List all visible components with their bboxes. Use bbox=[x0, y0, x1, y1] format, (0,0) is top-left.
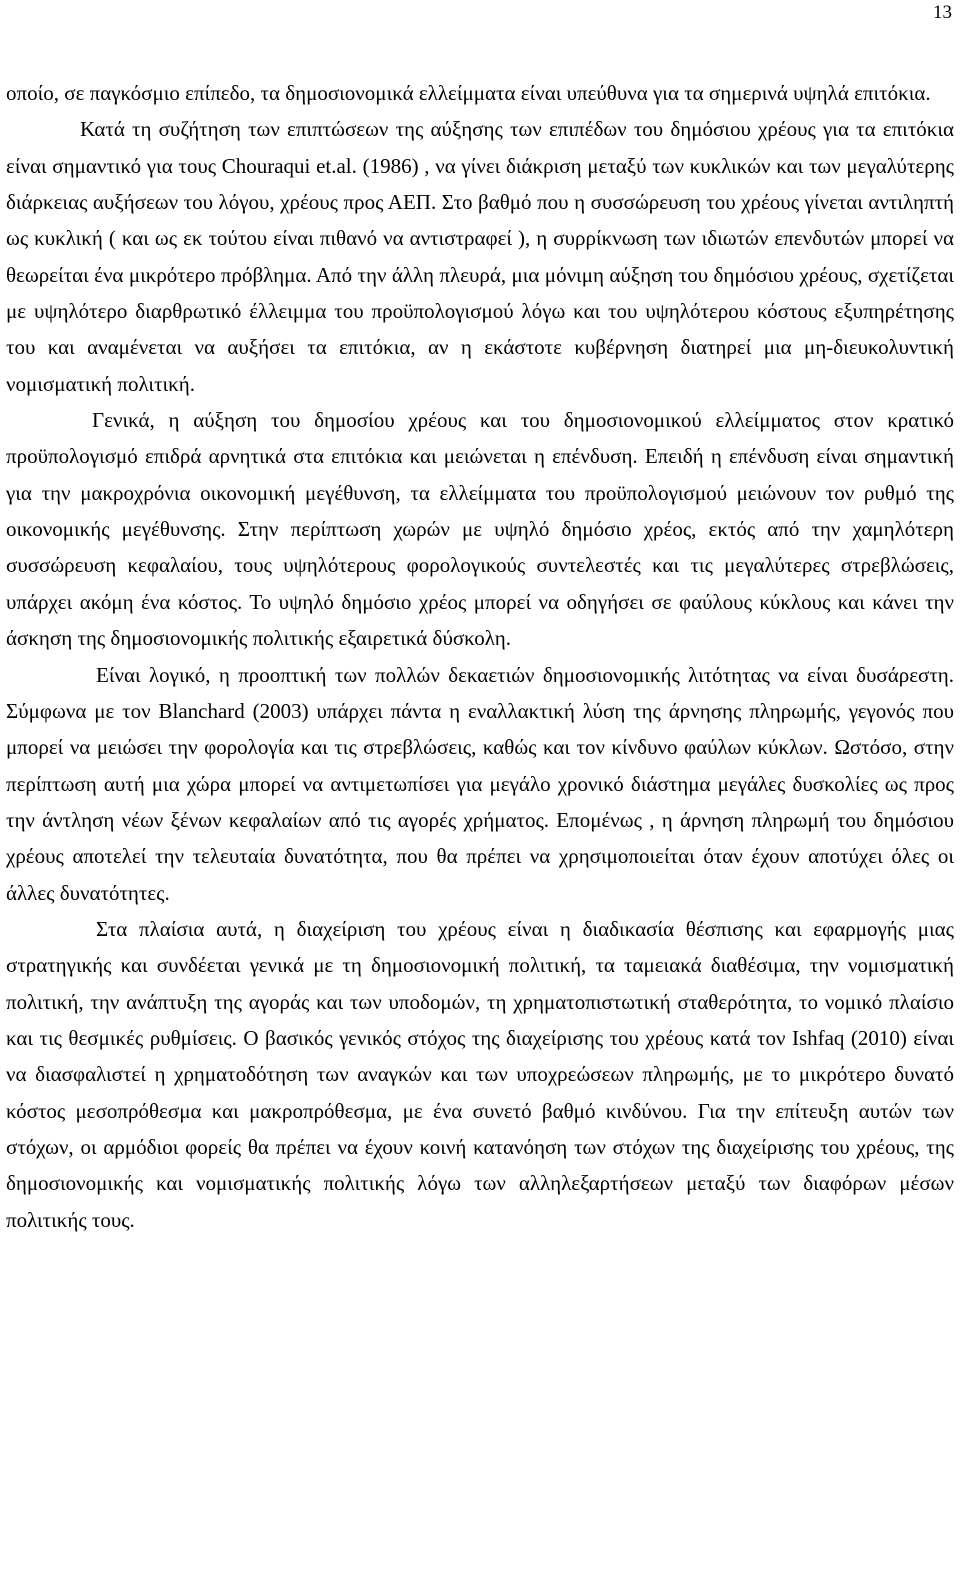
paragraph: Κατά τη συζήτηση των επιπτώσεων της αύξησης των επιπέδων του δημόσιου χρέους για τα επιτόκια είναι σημαντικό για τους Chouraqui et.al. (1986) , να γίνει διάκριση μεταξύ των κυκλικών και των μεγαλύτερης διάρκειας αυξήσεων του λόγου, χρέους προς ΑΕΠ. Στο βαθμό που η συσσώρευση του χρέους γίνεται αντιληπτή ως κυκλική ( και ως εκ τούτου είναι πιθανό να αντιστραφεί ), η συρρίκνωση των ιδιωτών επενδυτών μπορεί να θεωρείται ένα μικρότερο πρόβλημα. Από την άλλη πλευρά, μια μόνιμη αύξηση του δημόσιου χρέους, σχετίζεται με υψηλότερο διαρθρωτικό έλλειμμα του προϋπολογισμού λόγω και του υψηλότερου κόστους εξυπηρέτησης του και αναμένεται να αυξήσει τα επιτόκια, αν η εκάστοτε κυβέρνηση διατηρεί μια μη-διευκολυντική νομισματική πολιτική. bbox=[6, 117, 954, 396]
page-number: 13 bbox=[933, 2, 952, 23]
paragraph: Είναι λογικό, η προοπτική των πολλών δεκαετιών δημοσιονομικής λιτότητας να είναι δυσάρεστη. Σύμφωνα με τον Blanchard (2003) υπάρχει πάντα η εναλλακτική λύση της άρνησης πληρωμής, γεγονός που μπορεί να μειώσει την φορολογία και τις στρεβλώσεις, καθώς και τον κίνδυνο φαύλων κύκλων. Ωστόσο, στην περίπτωση αυτή μια χώρα μπορεί να αντιμετωπίσει για μεγάλο χρονικό διάστημα μεγάλες δυσκολίες ως προς την άντληση νέων ξένων κεφαλαίων από τις αγορές χρήματος. Επομένως , η άρνηση πληρωμή του δημόσιου χρέους αποτελεί την τελευταία δυνατότητα, που θα πρέπει να χρησιμοποιείται όταν έχουν αποτύχει όλες οι άλλες δυνατότητες. bbox=[6, 662, 954, 905]
paragraph: Στα πλαίσια αυτά, η διαχείριση του χρέους είναι η διαδικασία θέσπισης και εφαρμογής μιας στρατηγικής και συνδέεται γενικά με τη δημοσιονομική πολιτική, τα ταμειακά διαθέσιμα, την νομισματική πολιτική, την ανάπτυξη της αγοράς και των υποδομών, τη χρηματοπιστωτική σταθερότητα, το νομικό πλαίσιο και τις θεσμικές ρυθμίσεις. Ο βασικός γενικός στόχος της διαχείρισης του χρέους κατά τον Ishfaq (2010) είναι να διασφαλιστεί η χρηματοδότηση των αναγκών και των υποχρεώσεων πληρωμής, με το μικρότερο δυνατό κόστος μεσοπρόθεσμα και μακροπρόθεσμα, με ένα συνετό βαθμό κινδύνου. Για την επίτευξη αυτών των στόχων, οι αρμόδιοι φορείς θα πρέπει να έχουν κοινή κατανόηση των στόχων της διαχείρισης του χρέους, της δημοσιονομικής και νομισματικής πολιτικής λόγω των αλληλεξαρτήσεων μεταξύ των διαφόρων μέσων πολιτικής τους. bbox=[6, 916, 954, 1232]
paragraph: Γενικά, η αύξηση του δημοσίου χρέους και του δημοσιονομικού ελλείμματος στον κρατικό προϋπολογισμό επιδρά αρνητικά στα επιτόκια και μειώνεται η επένδυση. Επειδή η επένδυση είναι σημαντική για την μακροχρόνια οικονομική μεγέθυνση, τα ελλείμματα του προϋπολογισμού μειώνουν τον ρυθμό της οικονομικής μεγέθυνσης. Στην περίπτωση χωρών με υψηλό δημόσιο χρέος, εκτός από την χαμηλότερη συσσώρευση κεφαλαίου, τους υψηλότερους φορολογικούς συντελεστές και τις μεγαλύτερες στρεβλώσεις, υπάρχει ακόμη ένα κόστος. Το υψηλό δημόσιο χρέος μπορεί να οδηγήσει σε φαύλους κύκλους και κάνει την άσκηση της δημοσιονομικής πολιτικής εξαιρετικά δύσκολη. bbox=[6, 408, 954, 651]
document-body bbox=[6, 75, 954, 1238]
paragraph-continuation: οποίο, σε παγκόσμιο επίπεδο, τα δημοσιονομικά ελλείμματα είναι υπεύθυνα για τα σημερινά υψηλά επιτόκια. bbox=[6, 81, 931, 105]
